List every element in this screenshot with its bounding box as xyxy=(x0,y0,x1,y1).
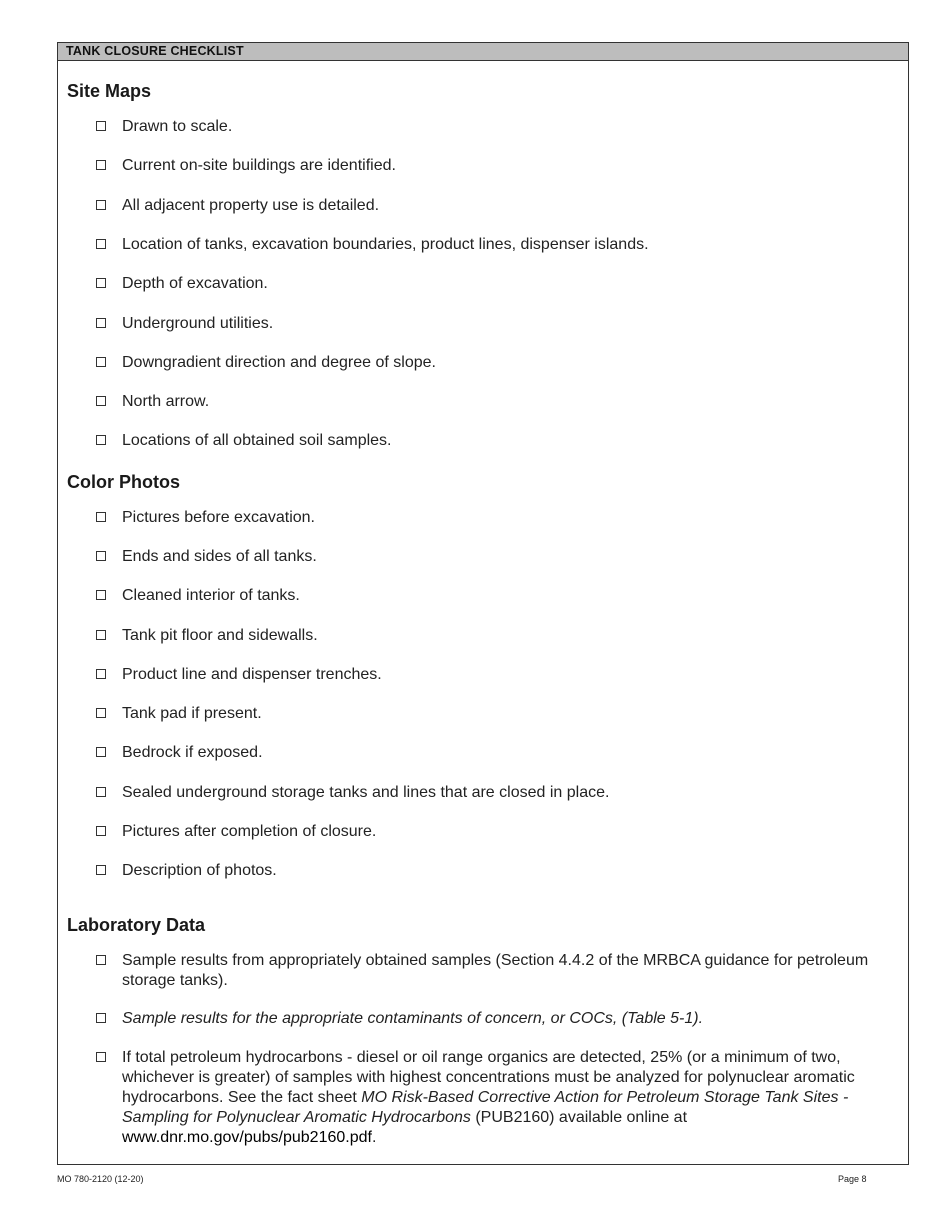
item-label: Downgradient direction and degree of slope. xyxy=(122,354,436,371)
section-title-color-photos: Color Photos xyxy=(67,472,180,492)
item-label: Underground utilities. xyxy=(122,315,274,332)
item-text: If total petroleum hydrocarbons - diesel or oil range organics are detected, 25% (or a minimum of two, whichever is greater) of samples with highest concentrations must be analyzed for polynuclear aromatic hydrocarbons. See the fact sheet xyxy=(122,1049,855,1106)
checkbox[interactable] xyxy=(96,160,106,170)
item-label: Locations of all obtained soil samples. xyxy=(122,432,392,449)
item-label: Ends and sides of all tanks. xyxy=(122,548,317,565)
section-title-laboratory-data: Laboratory Data xyxy=(67,915,206,935)
checkbox[interactable] xyxy=(96,865,106,875)
checkbox[interactable] xyxy=(96,955,106,965)
checkbox[interactable] xyxy=(96,318,106,328)
checkbox[interactable] xyxy=(96,708,106,718)
section-title-site-maps: Site Maps xyxy=(67,81,152,101)
item-label: Description of photos. xyxy=(122,862,277,879)
checkbox[interactable] xyxy=(96,357,106,367)
item-label: Cleaned interior of tanks. xyxy=(122,587,300,604)
checkbox[interactable] xyxy=(96,747,106,757)
checkbox[interactable] xyxy=(96,396,106,406)
form-number: MO 780-2120 (12-20) xyxy=(57,1174,144,1184)
item-label: Location of tanks, excavation boundaries, product lines, dispenser islands. xyxy=(122,236,649,253)
checkbox[interactable] xyxy=(96,512,106,522)
fact-sheet-title: MO Risk-Based Corrective Action for Petroleum Storage Tank Sites - Sampling for Polynuclear Aromatic Hydrocarbons xyxy=(122,1089,849,1126)
item-label: Sealed underground storage tanks and lines that are closed in place. xyxy=(122,784,610,801)
checkbox[interactable] xyxy=(96,1013,106,1023)
item-label: North arrow. xyxy=(122,393,210,410)
checkbox[interactable] xyxy=(96,630,106,640)
checkbox[interactable] xyxy=(96,1052,106,1062)
item-label: Sample results from appropriately obtained samples (Section 4.4.2 of the MRBCA guidance for petroleum storage tanks). xyxy=(122,952,869,989)
item-label: All adjacent property use is detailed. xyxy=(122,197,380,214)
pub-link[interactable]: www.dnr.mo.gov/pubs/pub2160.pdf xyxy=(122,1129,372,1146)
checklist-frame xyxy=(57,42,909,1165)
checkbox[interactable] xyxy=(96,826,106,836)
checkbox[interactable] xyxy=(96,787,106,797)
item-text: (PUB2160) available online at xyxy=(470,1109,688,1126)
item-label: Pictures before excavation. xyxy=(122,509,315,526)
checkbox[interactable] xyxy=(96,590,106,600)
page-number: Page 8 xyxy=(838,1174,867,1184)
item-label: Depth of excavation. xyxy=(122,275,268,292)
checkbox[interactable] xyxy=(96,239,106,249)
item-label: Product line and dispenser trenches. xyxy=(122,666,382,683)
checkbox[interactable] xyxy=(96,435,106,445)
checkbox[interactable] xyxy=(96,551,106,561)
checkbox[interactable] xyxy=(96,669,106,679)
item-label: Tank pit floor and sidewalls. xyxy=(122,627,318,644)
checkbox[interactable] xyxy=(96,121,106,131)
item-label: Tank pad if present. xyxy=(122,705,262,722)
item-text: . xyxy=(371,1129,377,1146)
item-label xyxy=(122,1048,902,1148)
checklist-header: TANK CLOSURE CHECKLIST xyxy=(58,43,908,61)
item-label: Sample results for the appropriate contaminants of concern, or COCs, (Table 5-1). xyxy=(122,1010,704,1027)
checkbox[interactable] xyxy=(96,278,106,288)
item-label: Current on-site buildings are identified. xyxy=(122,157,396,174)
item-label: Pictures after completion of closure. xyxy=(122,823,377,840)
item-label: Bedrock if exposed. xyxy=(122,744,263,761)
item-label: Drawn to scale. xyxy=(122,118,233,135)
checkbox[interactable] xyxy=(96,200,106,210)
